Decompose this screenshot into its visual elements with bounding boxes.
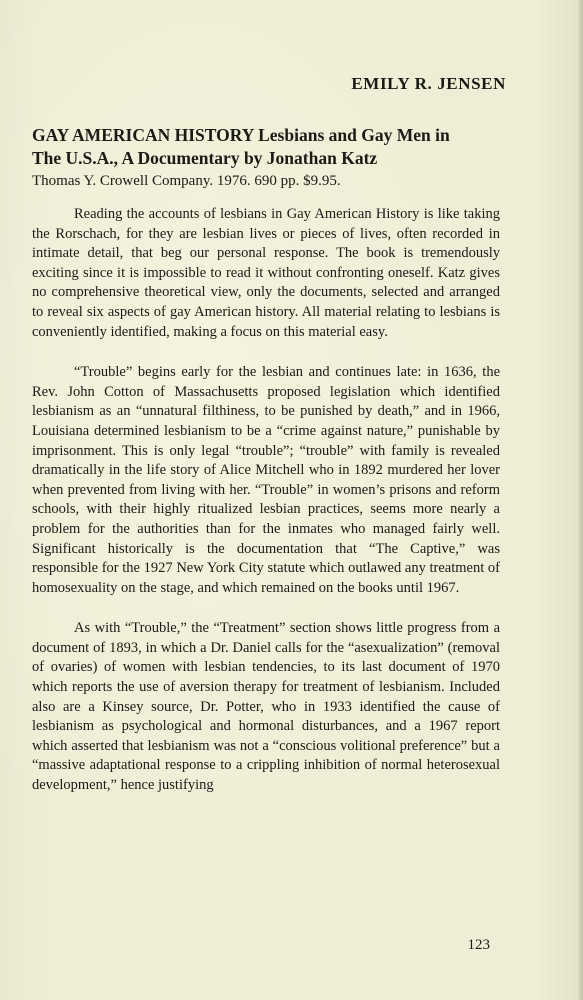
paragraph-1-text: Reading the accounts of lesbians in Gay American History is like taking the Rorschach, for they are lesbian lives or pieces of lives, often recorded in intimate detail, that beg our personal response. The book is tremendously exciting since it is impossible to read it without confronting oneself. Katz gives no comprehensive theoretical view, only the documents, selected and arranged to reveal six aspects of gay American history. All material relating to lesbians is conveniently identified, making a focus on this material easy. [32,206,500,340]
review-title-line-2: The U.S.A., A Documentary by Jonathan Katz [32,148,378,168]
review-title-line-1: GAY AMERICAN HISTORY Lesbians and Gay Men in [32,125,450,145]
paragraph-3 [32,619,500,795]
review-body [32,205,500,817]
paragraph-2-text: “Trouble” begins early for the lesbian and continues late: in 1636, the Rev. John Cotton of Massachusetts proposed legislation which identified lesbianism as an “unnatural filthiness, to be punished by death,” and in 1966, Louisiana determined lesbianism to be a “crime against nature,” punishable by imprisonment. This is only legal “trouble”; “trouble” with family is revealed dramatically in the life story of Alice Mitchell who in 1892 murdered her lover when prevented from living with her. “Trouble” in women’s prisons and reform schools, with their highly ritualized lesbian practices, seems more nearly a problem for the authorities than for the inmates who managed fairly well. Significant historically is the documentation that “The Captive,” was responsible for the 1927 New York City statute which outlawed any treatment of homosexuality on the stage, and which remained on the books until 1967. [32,364,500,596]
paragraph-2 [32,363,500,598]
review-title [32,124,512,170]
page-edge-shadow [577,0,583,1000]
paragraph-1 [32,205,500,342]
publication-info: Thomas Y. Crowell Company. 1976. 690 pp. $9.95. [32,173,341,189]
page-number: 123 [467,937,490,953]
paragraph-3-text: As with “Trouble,” the “Treatment” section shows little progress from a document of 1893, in which a Dr. Daniel calls for the “asexualization” (removal of ovaries) of women with lesbian tendencies, to its last document of 1970 which reports the use of aversion therapy for treatment of lesbianism. Included also are a Kinsey source, Dr. Potter, who in 1933 identified the cause of lesbianism as psychological and hormonal disturbances, and a 1967 report which asserted that lesbianism was not a “conscious volitional preference” but a “massive adaptational response to a crippling inhibition of normal heterosexual development,” hence justifying [32,620,500,794]
author-heading: EMILY R. JENSEN [351,74,506,93]
